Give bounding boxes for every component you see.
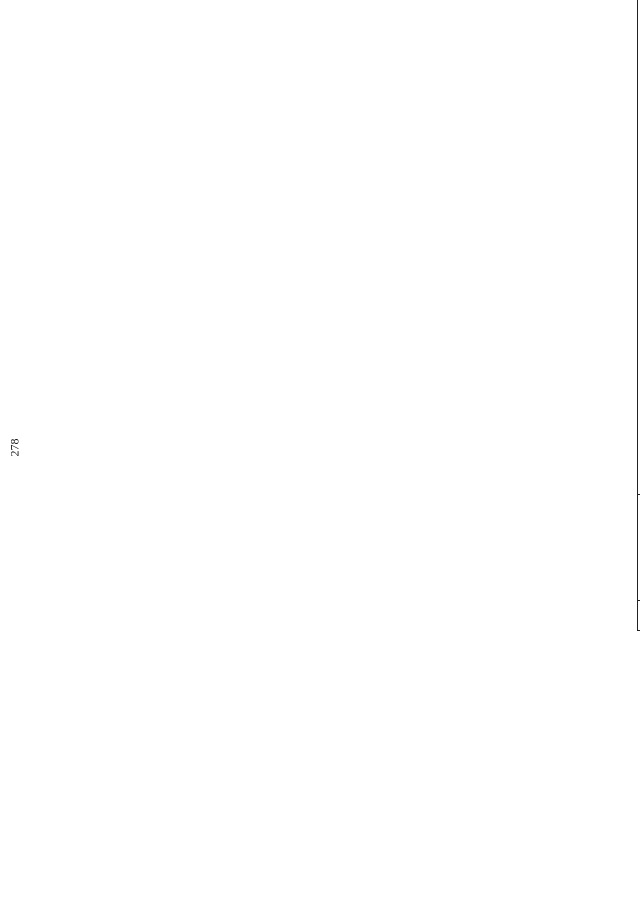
page-number: 278: [7, 438, 22, 457]
